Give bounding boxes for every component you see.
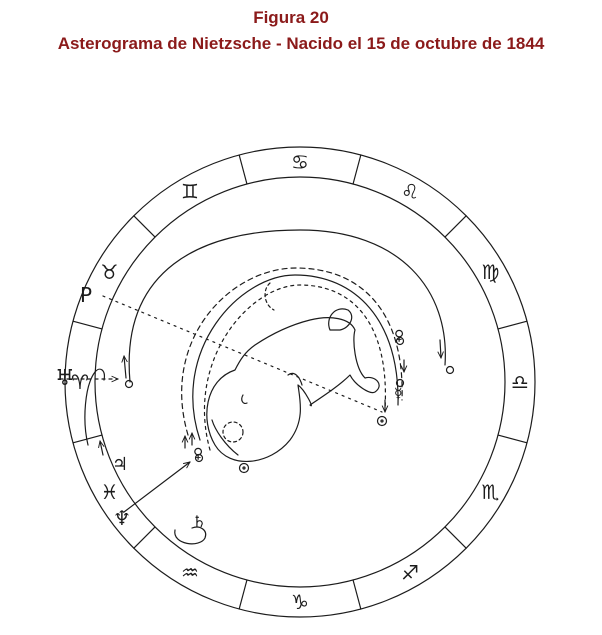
neptune-glyph: ♆ <box>113 506 131 530</box>
outer-arc-start-point <box>126 381 133 388</box>
dashed-head-mark <box>265 283 274 310</box>
chart-letter: P <box>80 283 93 307</box>
zodiac-divider <box>498 321 527 329</box>
zodiac-divider <box>353 155 361 184</box>
zodiac-taurus-glyph: ♉ <box>100 260 119 284</box>
saturn-glyph: ♄ <box>192 512 207 531</box>
mercury-glyph: ☿ <box>394 386 403 402</box>
zodiac-divider <box>498 435 527 443</box>
zodiac-divider <box>445 216 466 237</box>
zodiac-divider <box>134 216 155 237</box>
zodiac-sagittarius-glyph: ♐ <box>401 560 419 585</box>
zodiac-virgo-glyph: ♍ <box>481 260 500 284</box>
dashed-circle <box>223 422 243 442</box>
figure-title: Asterograma de Nietzsche - Nacido el 15 de octubre de 1844 <box>57 34 545 53</box>
embryo-body <box>207 318 379 462</box>
jupiter-arrow <box>100 441 103 455</box>
outer-arc-end-arrow <box>440 340 441 358</box>
embryo-ear <box>242 395 247 403</box>
zodiac-scorpio-glyph: ♏ <box>481 480 500 504</box>
neptune-arrow <box>124 462 190 512</box>
zodiac-divider <box>353 580 361 609</box>
venus-glyph-right: ♀ <box>394 328 405 344</box>
zodiac-cancer-glyph: ♋ <box>291 150 309 174</box>
zodiac-dividers <box>73 155 527 609</box>
outer-arc-start-arrow <box>124 356 126 378</box>
sun-point-left-dot <box>243 467 245 469</box>
sun-point-left <box>240 464 249 473</box>
uranus-glyph: ♅ <box>55 366 75 391</box>
sun-point-right <box>378 417 387 426</box>
zodiac-aquarius-glyph: ♒ <box>181 560 199 585</box>
zodiac-pisces-glyph: ♓ <box>100 480 119 504</box>
zodiac-leo-glyph: ♌ <box>401 179 419 204</box>
zodiac-divider <box>239 580 247 609</box>
zodiac-divider <box>445 527 466 548</box>
jupiter-glyph: ♃ <box>112 454 129 475</box>
outer-arc-end-point <box>447 367 454 374</box>
venus-glyph-left: ♀ <box>193 446 204 462</box>
zodiac-divider <box>134 527 155 548</box>
embryo-hand <box>288 373 302 385</box>
zodiac-divider <box>239 155 247 184</box>
inner-arc-solid <box>193 275 398 440</box>
zodiac-capricorn-glyph: ♑ <box>291 590 309 614</box>
zodiac-aries-glyph: ♈ <box>71 370 89 394</box>
inner-arc-dashed <box>182 268 405 435</box>
zodiac-inner-ring <box>95 177 505 587</box>
zodiac-divider <box>73 321 102 329</box>
sun-point-right-dot <box>381 420 383 422</box>
figure-number: Figura 20 <box>253 8 329 27</box>
zodiac-libra-glyph: ♎ <box>511 370 529 394</box>
zodiac-signs <box>71 150 529 614</box>
outer-arc <box>129 230 445 382</box>
zodiac-gemini-glyph: ♊ <box>181 179 199 204</box>
